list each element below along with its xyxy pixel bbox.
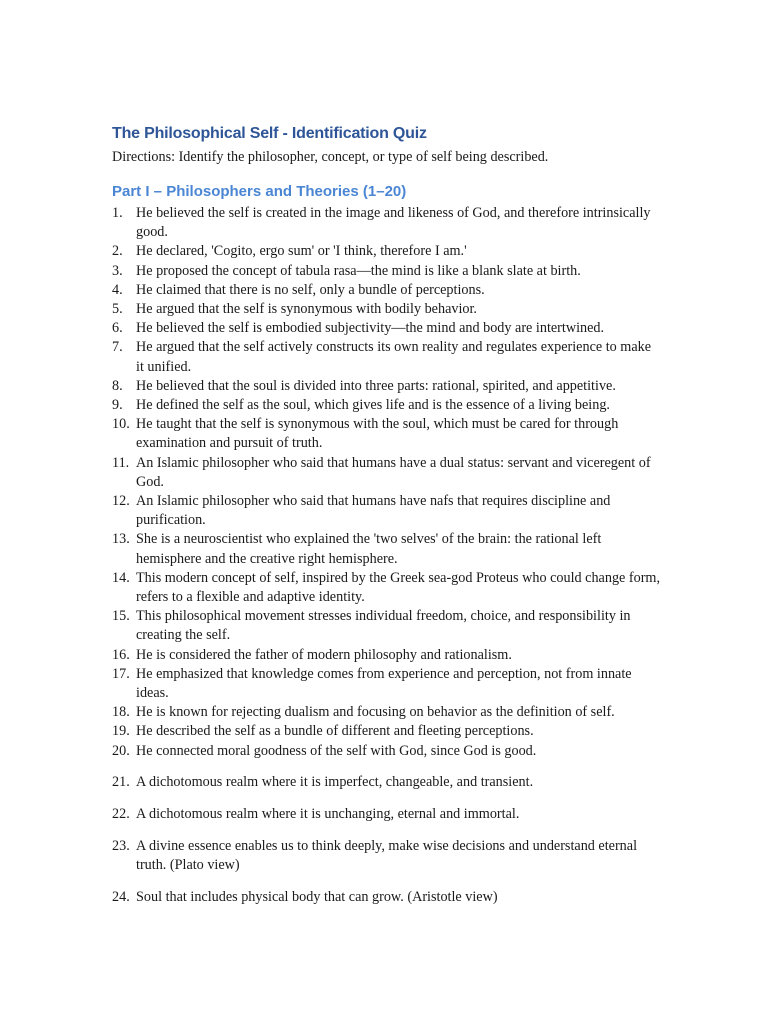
question-item (112, 204, 660, 242)
question-text: A dichotomous realm where it is unchanging, eternal and immortal. (136, 806, 520, 823)
question-text: He believed the self is embodied subjectivity—the mind and body are intertwined. (136, 320, 605, 337)
question-item (112, 492, 660, 530)
question-number: 7. (112, 339, 123, 356)
question-item (112, 742, 660, 761)
question-item (112, 773, 660, 792)
question-number: 6. (112, 320, 123, 337)
question-number: 12. (112, 493, 130, 510)
question-item (112, 665, 660, 703)
question-item (112, 454, 660, 492)
directions-text: Directions: Identify the philosopher, concept, or type of self being described. (112, 149, 549, 165)
question-number: 10. (112, 416, 130, 433)
question-number: 5. (112, 301, 123, 318)
question-number: 16. (112, 646, 130, 663)
question-text: He proposed the concept of tabula rasa—the mind is like a blank slate at birth. (136, 262, 581, 279)
question-text: He emphasized that knowledge comes from experience and perception, not from innate ideas. (136, 665, 632, 702)
question-number: 8. (112, 377, 123, 394)
question-number: 14. (112, 569, 130, 586)
question-item (112, 242, 660, 261)
question-item (112, 837, 660, 875)
question-number: 2. (112, 243, 123, 260)
question-number: 20. (112, 742, 130, 759)
question-text: An Islamic philosopher who said that humans have a dual status: servant and viceregent of God. (136, 454, 651, 490)
question-number: 9. (112, 397, 123, 414)
document-page (112, 123, 660, 907)
question-number: 21. (112, 774, 130, 791)
question-text: An Islamic philosopher who said that humans have nafs that requires discipline and purification. (136, 493, 611, 529)
question-text: He argued that the self is synonymous with bodily behavior. (136, 301, 477, 318)
question-item (112, 281, 660, 300)
question-number: 4. (112, 281, 123, 298)
question-item (112, 396, 660, 415)
question-item (112, 805, 660, 824)
question-item (112, 569, 660, 607)
question-number: 13. (112, 531, 130, 548)
question-text: Soul that includes physical body that can grow. (Aristotle view) (136, 889, 498, 906)
question-number: 1. (112, 205, 123, 221)
question-number: 11. (112, 454, 130, 471)
question-number: 23. (112, 838, 130, 855)
question-item (112, 415, 660, 453)
question-item (112, 703, 660, 722)
question-text: He connected moral goodness of the self with God, since God is good. (136, 742, 537, 759)
question-number: 17. (112, 665, 130, 682)
question-text: He believed the self is created in the image and likeness of God, and therefore intrinsically good. (136, 205, 651, 241)
question-item (112, 319, 660, 338)
question-item (112, 888, 660, 907)
part-1-heading: Part I – Philosophers and Theories (1–20) (112, 183, 407, 200)
question-item (112, 262, 660, 281)
question-text: He described the self as a bundle of different and fleeting perceptions. (136, 723, 534, 740)
question-item (112, 722, 660, 741)
question-text: He is known for rejecting dualism and focusing on behavior as the definition of self. (136, 704, 615, 721)
question-number: 24. (112, 889, 130, 906)
question-item (112, 377, 660, 396)
question-text: This modern concept of self, inspired by the Greek sea-god Proteus who could change form, refers to a flexible and adaptive identity. (136, 569, 661, 606)
question-text: He claimed that there is no self, only a bundle of perceptions. (136, 281, 485, 298)
question-number: 3. (112, 262, 123, 279)
question-number: 19. (112, 723, 130, 740)
question-number: 22. (112, 806, 130, 823)
question-item (112, 607, 660, 645)
question-number: 15. (112, 608, 130, 625)
question-text: This philosophical movement stresses individual freedom, choice, and responsibility in creating the self. (136, 608, 631, 644)
question-item (112, 530, 660, 568)
question-text: A divine essence enables us to think deeply, make wise decisions and understand eternal truth. (Plato view) (136, 838, 638, 874)
question-item (112, 338, 660, 376)
question-text: He believed that the soul is divided into three parts: rational, spirited, and appetitive. (136, 377, 616, 394)
question-text: He declared, 'Cogito, ergo sum' or 'I think, therefore I am.' (136, 243, 467, 260)
question-list (112, 204, 660, 907)
question-number: 18. (112, 704, 130, 721)
question-text: A dichotomous realm where it is imperfect, changeable, and transient. (136, 774, 534, 791)
document-title: The Philosophical Self - Identification Quiz (112, 125, 427, 142)
question-text: He is considered the father of modern philosophy and rationalism. (136, 646, 512, 663)
question-text: He taught that the self is synonymous with the soul, which must be cared for through examination and pursuit of truth. (136, 416, 619, 452)
question-text: He argued that the self actively constructs its own reality and regulates experience to make it unified. (136, 339, 652, 375)
question-text: He defined the self as the soul, which gives life and is the essence of a living being. (136, 397, 610, 414)
question-item (112, 300, 660, 319)
question-item (112, 646, 660, 665)
question-text: She is a neuroscientist who explained the 'two selves' of the brain: the rational left hemisphere and the creative right hemisphere. (136, 531, 602, 567)
